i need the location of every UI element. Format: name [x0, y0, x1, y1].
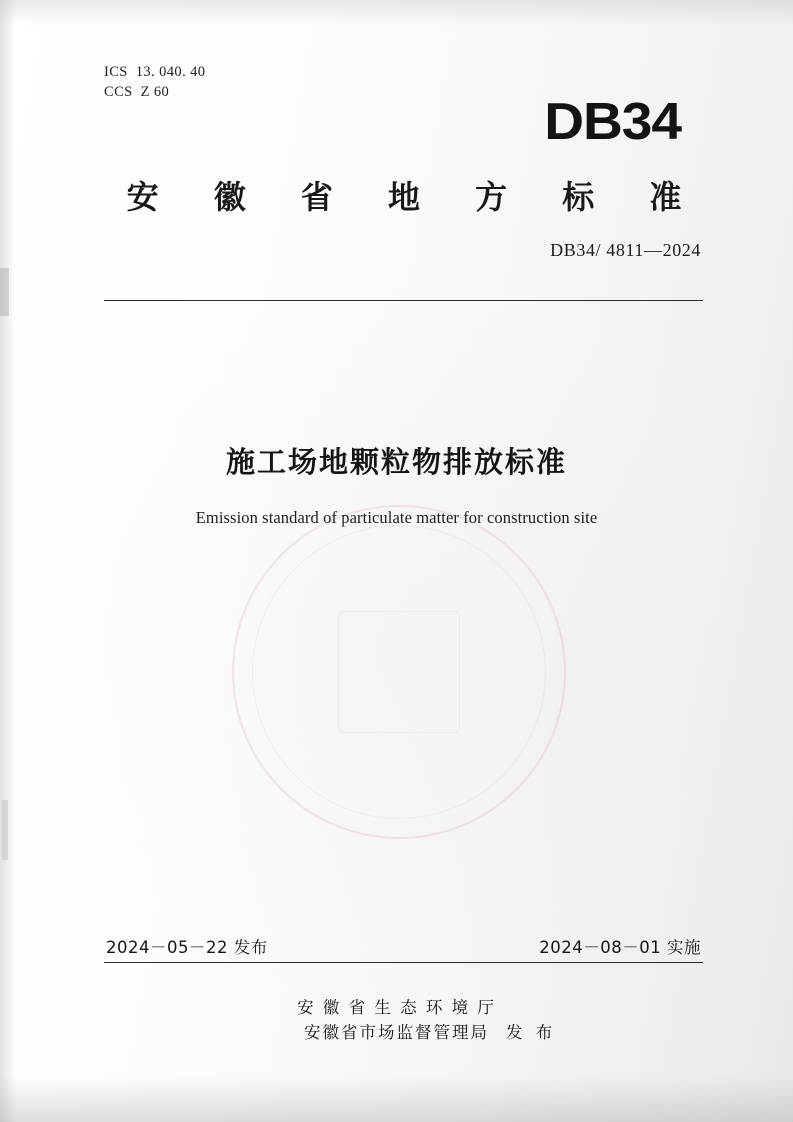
watermark-stamp: [232, 505, 566, 839]
divider-top: [104, 300, 703, 301]
ics-line: [104, 62, 205, 82]
scan-shadow-top: [0, 0, 793, 26]
publisher-line-1: 安 徽 省 生 态 环 境 厅: [297, 998, 496, 1017]
ics-label: ICS: [104, 64, 128, 80]
publisher-verb: 发 布: [506, 1023, 557, 1042]
scan-shadow-left: [0, 0, 16, 1122]
ccs-line: [104, 82, 205, 102]
divider-bottom: [104, 962, 703, 963]
standard-mark-db34: DB34: [544, 93, 681, 151]
ics-value: 13. 040. 40: [135, 64, 206, 80]
scan-shadow-bottom: [0, 1076, 793, 1122]
classification-block: [104, 62, 205, 102]
ccs-label: CCS: [104, 84, 133, 100]
scan-artifact-lower: [2, 800, 8, 860]
watermark-stamp-inner: [338, 611, 460, 733]
standard-type-heading: 安 徽 省 地 方 标 准: [126, 178, 704, 216]
publisher-block: [0, 995, 793, 1045]
ccs-value: Z 60: [140, 84, 170, 100]
publisher-line-2: 安徽省市场监督管理局: [304, 1023, 489, 1042]
document-title-chinese: 施工场地颗粒物排放标准: [225, 445, 567, 479]
scan-artifact-upper: [0, 268, 9, 316]
document-title-english: Emission standard of particulate matter for construction site: [195, 508, 598, 527]
publisher-line-2-row: [0, 1020, 793, 1045]
issue-date: 2024－05－22 发布: [106, 938, 268, 957]
effective-date: 2024－08－01 实施: [539, 938, 701, 957]
standard-number: DB34/ 4811—2024: [550, 240, 701, 260]
